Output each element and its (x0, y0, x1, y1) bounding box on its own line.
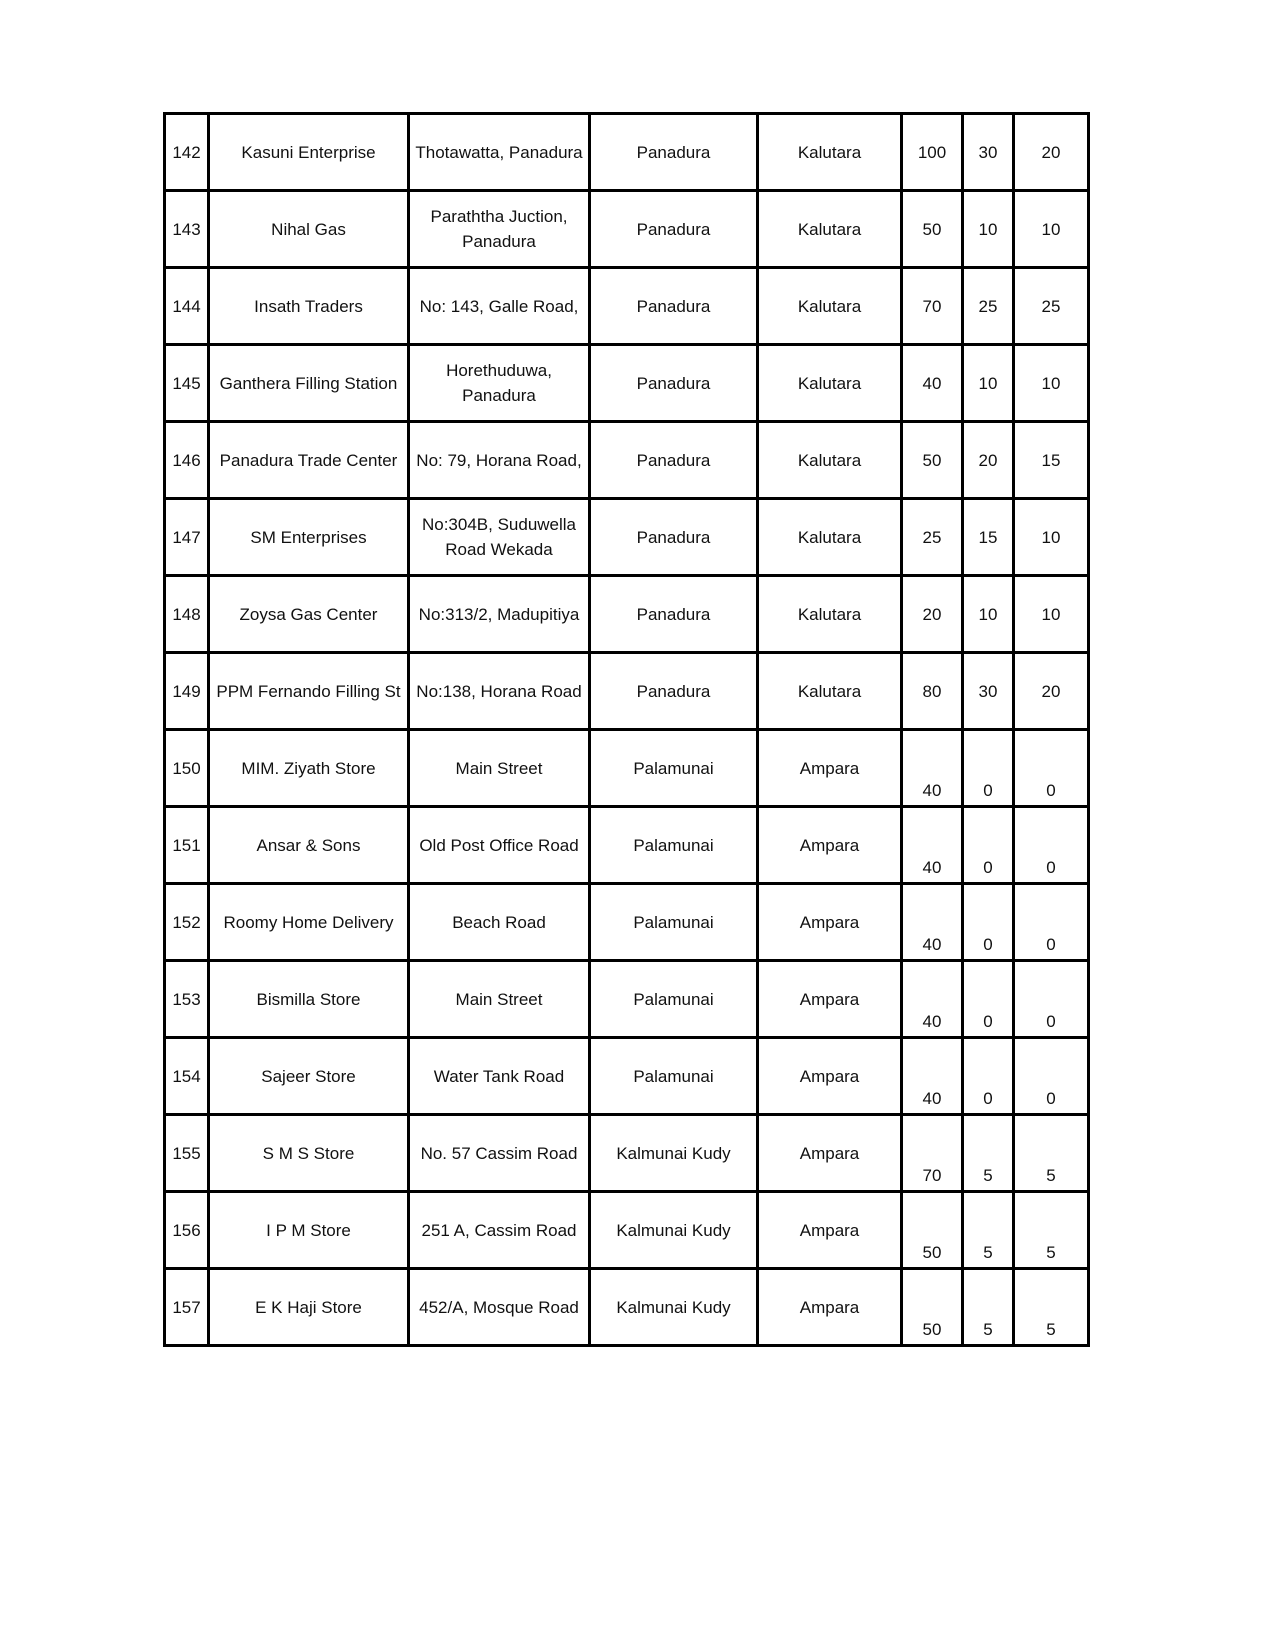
quantity-2: 0 (963, 961, 1014, 1038)
dealer-name: Ansar & Sons (209, 807, 409, 884)
quantity-3: 10 (1014, 345, 1089, 422)
table-row (165, 1115, 1089, 1192)
quantity-2: 0 (963, 730, 1014, 807)
quantity-3: 5 (1014, 1192, 1089, 1269)
quantity-3: 5 (1014, 1269, 1089, 1346)
dealer-city: Kalmunai Kudy (590, 1115, 758, 1192)
dealer-city: Panadura (590, 345, 758, 422)
dealer-name: PPM Fernando Filling St (209, 653, 409, 730)
dealer-name: E K Haji Store (209, 1269, 409, 1346)
dealer-address: No:138, Horana Road (409, 653, 590, 730)
dealer-city: Palamunai (590, 884, 758, 961)
dealer-address: Old Post Office Road (409, 807, 590, 884)
dealer-district: Ampara (758, 1269, 902, 1346)
dealer-address: Thotawatta, Panadura (409, 114, 590, 191)
table-row (165, 730, 1089, 807)
dealer-district: Ampara (758, 1192, 902, 1269)
quantity-1: 40 (902, 345, 963, 422)
quantity-3: 25 (1014, 268, 1089, 345)
quantity-1: 50 (902, 422, 963, 499)
quantity-1: 40 (902, 1038, 963, 1115)
row-number: 150 (165, 730, 209, 807)
dealer-city: Panadura (590, 191, 758, 268)
dealer-city: Palamunai (590, 730, 758, 807)
dealer-city: Panadura (590, 499, 758, 576)
quantity-2: 30 (963, 114, 1014, 191)
quantity-3: 20 (1014, 114, 1089, 191)
row-number: 147 (165, 499, 209, 576)
row-number: 152 (165, 884, 209, 961)
row-number: 143 (165, 191, 209, 268)
table-row (165, 1192, 1089, 1269)
dealer-city: Panadura (590, 422, 758, 499)
dealer-name: SM Enterprises (209, 499, 409, 576)
dealer-district: Kalutara (758, 422, 902, 499)
quantity-2: 20 (963, 422, 1014, 499)
quantity-2: 15 (963, 499, 1014, 576)
quantity-2: 0 (963, 884, 1014, 961)
dealer-name: I P M Store (209, 1192, 409, 1269)
dealer-district: Ampara (758, 961, 902, 1038)
quantity-1: 20 (902, 576, 963, 653)
row-number: 154 (165, 1038, 209, 1115)
dealer-name: Insath Traders (209, 268, 409, 345)
row-number: 157 (165, 1269, 209, 1346)
row-number: 145 (165, 345, 209, 422)
quantity-3: 0 (1014, 884, 1089, 961)
quantity-2: 10 (963, 345, 1014, 422)
table-row (165, 653, 1089, 730)
dealer-district: Kalutara (758, 499, 902, 576)
dealer-city: Panadura (590, 268, 758, 345)
quantity-2: 0 (963, 1038, 1014, 1115)
dealer-address: No: 143, Galle Road, (409, 268, 590, 345)
dealer-table-body (165, 114, 1089, 1346)
quantity-1: 70 (902, 1115, 963, 1192)
quantity-2: 0 (963, 807, 1014, 884)
dealer-district: Kalutara (758, 345, 902, 422)
row-number: 144 (165, 268, 209, 345)
dealer-address: No. 57 Cassim Road (409, 1115, 590, 1192)
dealer-city: Kalmunai Kudy (590, 1192, 758, 1269)
dealer-district: Ampara (758, 730, 902, 807)
table-row (165, 807, 1089, 884)
dealer-district: Ampara (758, 1115, 902, 1192)
dealer-table (163, 112, 1090, 1347)
quantity-1: 40 (902, 884, 963, 961)
quantity-3: 20 (1014, 653, 1089, 730)
quantity-3: 10 (1014, 499, 1089, 576)
dealer-district: Ampara (758, 807, 902, 884)
quantity-1: 25 (902, 499, 963, 576)
quantity-1: 100 (902, 114, 963, 191)
dealer-name: MIM. Ziyath Store (209, 730, 409, 807)
quantity-1: 50 (902, 1192, 963, 1269)
table-row (165, 345, 1089, 422)
table-row (165, 1269, 1089, 1346)
quantity-1: 50 (902, 1269, 963, 1346)
row-number: 146 (165, 422, 209, 499)
dealer-city: Palamunai (590, 807, 758, 884)
dealer-city: Kalmunai Kudy (590, 1269, 758, 1346)
quantity-3: 0 (1014, 807, 1089, 884)
dealer-address: Paraththa Juction, Panadura (409, 191, 590, 268)
quantity-2: 10 (963, 191, 1014, 268)
quantity-1: 70 (902, 268, 963, 345)
dealer-city: Panadura (590, 576, 758, 653)
quantity-2: 30 (963, 653, 1014, 730)
dealer-name: Kasuni Enterprise (209, 114, 409, 191)
table-row (165, 499, 1089, 576)
quantity-3: 10 (1014, 191, 1089, 268)
row-number: 153 (165, 961, 209, 1038)
row-number: 151 (165, 807, 209, 884)
row-number: 156 (165, 1192, 209, 1269)
dealer-address: Main Street (409, 961, 590, 1038)
quantity-2: 5 (963, 1192, 1014, 1269)
table-row (165, 268, 1089, 345)
quantity-3: 10 (1014, 576, 1089, 653)
dealer-district: Kalutara (758, 576, 902, 653)
row-number: 155 (165, 1115, 209, 1192)
dealer-address: Water Tank Road (409, 1038, 590, 1115)
dealer-city: Palamunai (590, 961, 758, 1038)
row-number: 149 (165, 653, 209, 730)
dealer-district: Kalutara (758, 653, 902, 730)
dealer-address: 452/A, Mosque Road (409, 1269, 590, 1346)
dealer-name: Panadura Trade Center (209, 422, 409, 499)
dealer-address: No: 79, Horana Road, (409, 422, 590, 499)
row-number: 142 (165, 114, 209, 191)
dealer-name: S M S Store (209, 1115, 409, 1192)
table-row (165, 422, 1089, 499)
quantity-3: 0 (1014, 1038, 1089, 1115)
quantity-3: 0 (1014, 961, 1089, 1038)
dealer-address: No:313/2, Madupitiya (409, 576, 590, 653)
quantity-3: 15 (1014, 422, 1089, 499)
dealer-district: Kalutara (758, 114, 902, 191)
dealer-city: Panadura (590, 114, 758, 191)
dealer-district: Kalutara (758, 191, 902, 268)
dealer-address: Main Street (409, 730, 590, 807)
quantity-2: 10 (963, 576, 1014, 653)
dealer-district: Kalutara (758, 268, 902, 345)
table-row (165, 576, 1089, 653)
dealer-city: Palamunai (590, 1038, 758, 1115)
dealer-name: Bismilla Store (209, 961, 409, 1038)
quantity-1: 80 (902, 653, 963, 730)
dealer-address: Beach Road (409, 884, 590, 961)
quantity-2: 25 (963, 268, 1014, 345)
dealer-district: Ampara (758, 1038, 902, 1115)
quantity-2: 5 (963, 1269, 1014, 1346)
table-row (165, 114, 1089, 191)
quantity-3: 0 (1014, 730, 1089, 807)
quantity-1: 50 (902, 191, 963, 268)
dealer-name: Nihal Gas (209, 191, 409, 268)
table-row (165, 1038, 1089, 1115)
dealer-address: Horethuduwa, Panadura (409, 345, 590, 422)
dealer-address: No:304B, Suduwella Road Wekada (409, 499, 590, 576)
quantity-3: 5 (1014, 1115, 1089, 1192)
dealer-address: 251 A, Cassim Road (409, 1192, 590, 1269)
table-row (165, 884, 1089, 961)
quantity-2: 5 (963, 1115, 1014, 1192)
dealer-name: Ganthera Filling Station (209, 345, 409, 422)
dealer-name: Zoysa Gas Center (209, 576, 409, 653)
quantity-1: 40 (902, 807, 963, 884)
dealer-name: Roomy Home Delivery (209, 884, 409, 961)
quantity-1: 40 (902, 730, 963, 807)
table-row (165, 961, 1089, 1038)
quantity-1: 40 (902, 961, 963, 1038)
dealer-city: Panadura (590, 653, 758, 730)
dealer-district: Ampara (758, 884, 902, 961)
dealer-name: Sajeer Store (209, 1038, 409, 1115)
row-number: 148 (165, 576, 209, 653)
table-row (165, 191, 1089, 268)
